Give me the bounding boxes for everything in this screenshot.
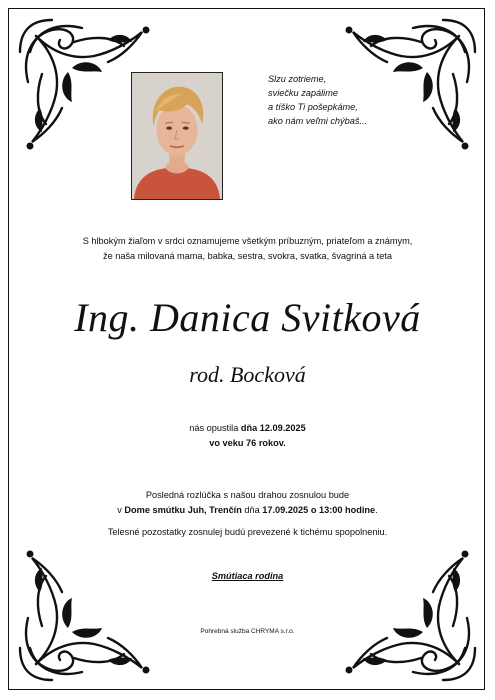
- funeral-service-credit: Pohrebná služba CHRYMA s.r.o.: [200, 628, 295, 635]
- intro-line-1: S hlbokým žiaľom v srdci oznamujeme všetkým príbuzným, priateľom a známym,: [82, 236, 413, 246]
- funeral-datetime: 17.09.2025 o 13:00 hodine: [262, 505, 376, 515]
- poem-line: a tíško Ti pošepkáme,: [268, 102, 358, 112]
- corner-ornament-bottom-left: [12, 538, 162, 688]
- corner-ornament-bottom-right: [333, 538, 483, 688]
- poem-line: ako nám veľmi chýbaš...: [268, 116, 368, 126]
- funeral-end: .: [375, 505, 378, 515]
- funeral-pre: v: [117, 505, 125, 515]
- poem-line: Slzu zotrieme,: [268, 74, 327, 84]
- funeral-line-2: [0, 503, 495, 518]
- funeral-place: Dome smútku Juh, Trenčín: [124, 505, 242, 515]
- remains-note: Telesné pozostatky zosnulej budú prevezené k tichému spopolneniu.: [107, 527, 388, 537]
- mourning-family: [0, 571, 495, 581]
- memorial-poem: [268, 72, 367, 128]
- death-details: [0, 421, 495, 451]
- maiden-name: rod. Bocková: [189, 362, 306, 387]
- funeral-details: [0, 488, 495, 518]
- announcement-intro: [0, 234, 495, 264]
- poem-line: sviečku zapálime: [268, 88, 338, 98]
- funeral-line-1: Posledná rozlúčka s našou drahou zosnulou bude: [145, 490, 350, 500]
- death-date: dňa 12.09.2025: [240, 423, 306, 433]
- death-prefix: nás opustila: [189, 423, 241, 433]
- death-age: [0, 436, 495, 451]
- deceased-name: Ing. Danica Svitková: [74, 295, 421, 340]
- intro-line-2: že naša milovaná mama, babka, sestra, svokra, svatka, švagriná a teta: [102, 251, 393, 261]
- death-age-text: vo veku 76 rokov.: [209, 438, 286, 448]
- portrait-photo: [131, 72, 223, 200]
- mourning-family-text: Smútiaca rodina: [211, 571, 284, 581]
- funeral-mid: dňa: [241, 505, 263, 515]
- death-date-line: [0, 421, 495, 436]
